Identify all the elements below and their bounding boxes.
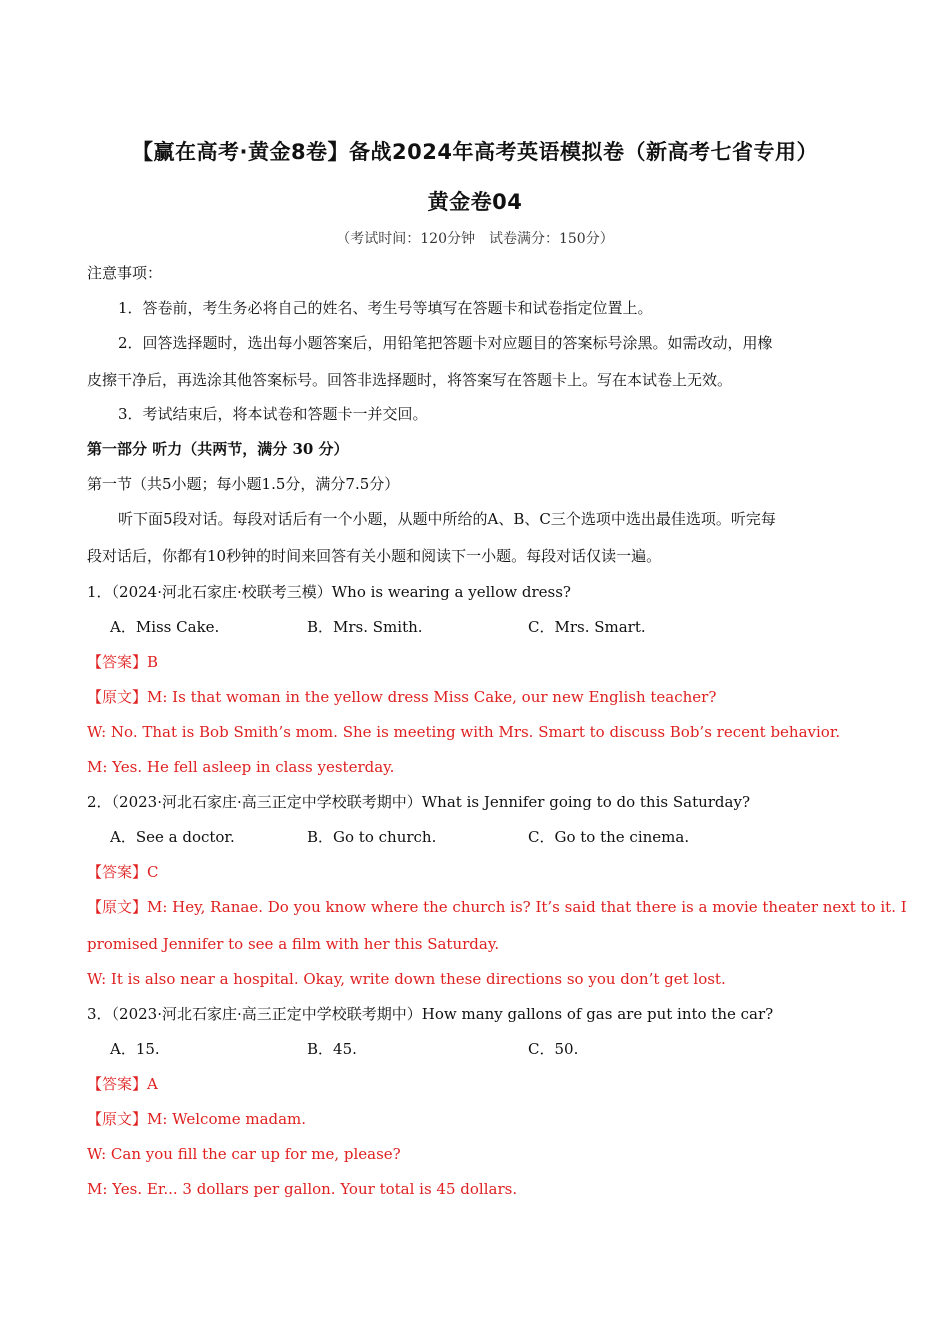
transcript-line: 【原文】M: Welcome madam. [87, 1110, 307, 1128]
option-b: B．45. [307, 1040, 357, 1058]
exam-subtitle: 黄金卷04 [427, 190, 523, 214]
option-a: A．See a doctor. [110, 828, 235, 846]
question-stem: 3．（2023·河北石家庄·高三正定中学校联考期中）How many gallons of gas are put into the car? [87, 1005, 774, 1023]
transcript-line: W: Can you fill the car up for me, please? [87, 1145, 401, 1163]
section1-heading: 第一节（共5小题；每小题1.5分，满分7.5分） [87, 475, 400, 493]
option-b: B．Mrs. Smith. [307, 618, 423, 636]
answer-line: 【答案】B [87, 653, 159, 671]
exam-meta: （考试时间：120分钟 试卷满分：150分） [336, 231, 614, 247]
question-stem: 1．（2024·河北石家庄·校联考三模）Who is wearing a yellow dress? [87, 583, 571, 601]
option-c: C．50. [528, 1040, 579, 1058]
listening-instructions: 听下面5段对话。每段对话后有一个小题，从题中所给的A、B、C三个选项中选出最佳选项。听完每 [118, 510, 776, 528]
transcript-line: 【原文】M: Is that woman in the yellow dress Miss Cake, our new English teacher? [87, 688, 717, 706]
transcript-line: 【原文】M: Hey, Ranae. Do you know where the church is? It’s said that there is a movie theater next to it. I [87, 898, 907, 916]
listening-instructions-continued: 段对话后，你都有10秒钟的时间来回答有关小题和阅读下一小题。每段对话仅读一遍。 [87, 547, 662, 565]
exam-title: 【赢在高考·黄金8卷】备战2024年高考英语模拟卷（新高考七省专用） [131, 140, 819, 164]
transcript-line: M: Yes. Er... 3 dollars per gallon. Your total is 45 dollars. [87, 1180, 518, 1198]
part1-heading: 第一部分 听力（共两节，满分 30 分） [87, 440, 349, 458]
option-a: A．Miss Cake. [110, 618, 220, 636]
transcript-line: W: No. That is Bob Smith’s mom. She is meeting with Mrs. Smart to discuss Bob’s recent behavior. [87, 723, 841, 741]
note-item: 1．答卷前，考生务必将自己的姓名、考生号等填写在答题卡和试卷指定位置上。 [118, 299, 653, 317]
option-c: C．Go to the cinema. [528, 828, 690, 846]
note-item-continued: 皮擦干净后，再选涂其他答案标号。回答非选择题时，将答案写在答题卡上。写在本试卷上无效。 [87, 371, 733, 389]
transcript-line: W: It is also near a hospital. Okay, write down these directions so you don’t get lost. [87, 970, 726, 988]
transcript-line: promised Jennifer to see a film with her this Saturday. [87, 935, 500, 953]
answer-line: 【答案】C [87, 863, 159, 881]
question-stem: 2．（2023·河北石家庄·高三正定中学校联考期中）What is Jennifer going to do this Saturday? [87, 793, 750, 811]
note-item: 3．考试结束后，将本试卷和答题卡一并交回。 [118, 405, 428, 423]
transcript-line: M: Yes. He fell asleep in class yesterday. [87, 758, 395, 776]
notes-heading: 注意事项： [87, 264, 163, 282]
answer-line: 【答案】A [87, 1075, 158, 1093]
option-c: C．Mrs. Smart. [528, 618, 646, 636]
option-a: A．15. [110, 1040, 160, 1058]
option-b: B．Go to church. [307, 828, 437, 846]
note-item: 2．回答选择题时，选出每小题答案后，用铅笔把答题卡对应题目的答案标号涂黑。如需改动，用橡 [118, 334, 773, 352]
